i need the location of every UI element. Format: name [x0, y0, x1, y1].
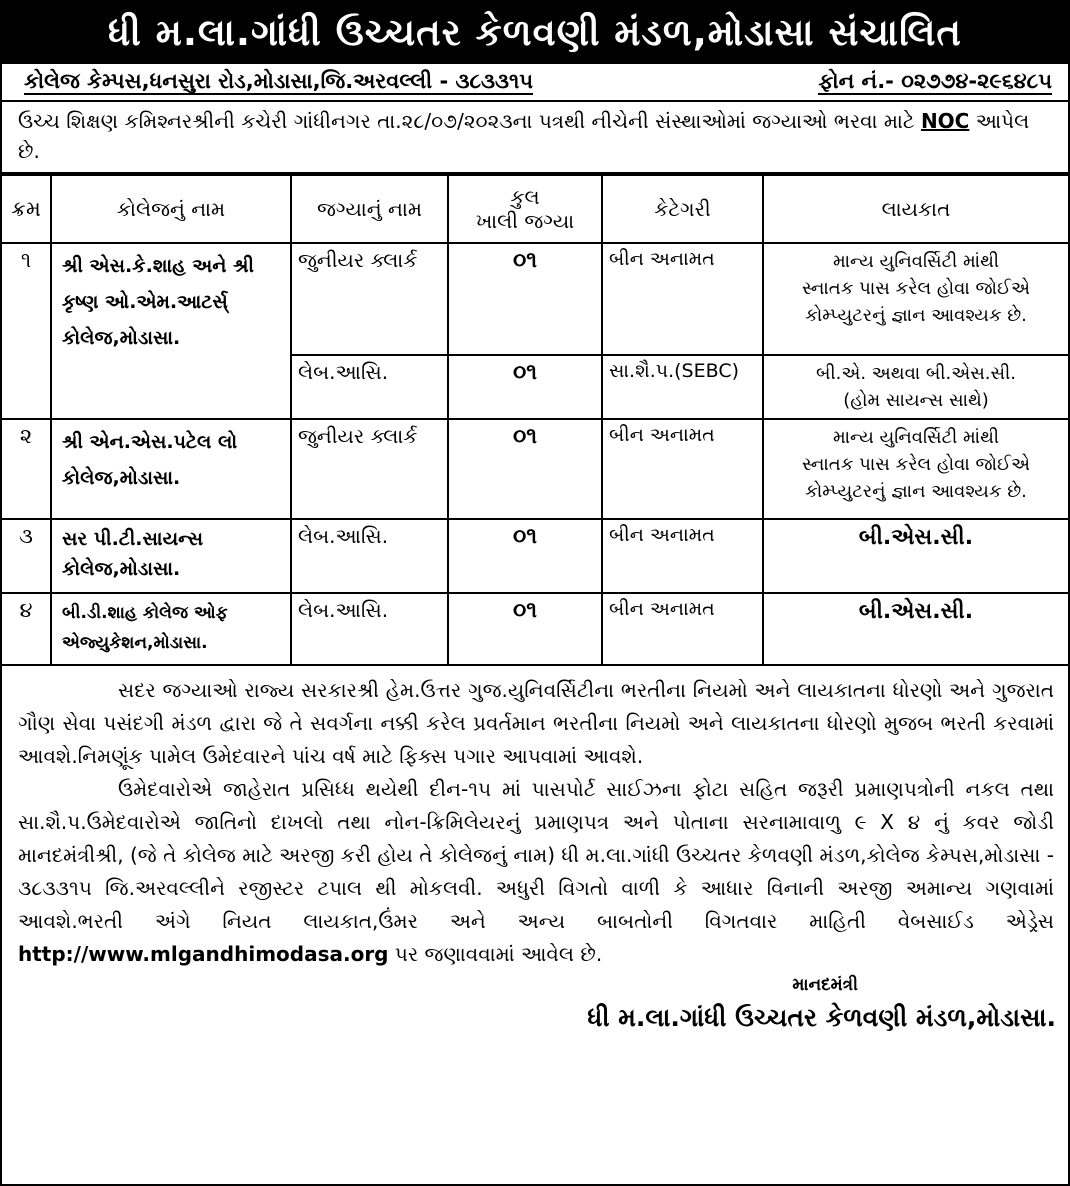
header-vacancy [448, 175, 602, 243]
post-name: લેબ.આસિ. [291, 593, 448, 665]
row-no: ૩ [2, 519, 51, 593]
qualification: બી.એસ.સી. [763, 519, 1068, 593]
college-name: બી.ડી.શાહ કોલેજ ઓફ એજ્યુકેશન,મોડાસા. [51, 593, 291, 665]
website-link[interactable]: http://www.mlgandhimodasa.org [18, 942, 389, 966]
table-row [2, 593, 1068, 665]
qualification: બી.એસ.સી. [763, 593, 1068, 665]
category: બીન અનામત [602, 519, 763, 593]
noc-label: NOC [920, 109, 970, 133]
table-row [2, 243, 1068, 355]
intro-text-end: આપેલ છે. [18, 109, 1030, 163]
org-title-banner: ધી મ.લા.ગાંધી ઉચ્ચતર કેળવણી મંડળ,મોડાસા સંચાલિત [2, 2, 1068, 64]
table-row [2, 519, 1068, 593]
header-college: કોલેજનું નામ [51, 175, 291, 243]
signatory-designation: માનદમંત્રી [792, 975, 858, 995]
category: બીન અનામત [602, 593, 763, 665]
post-name: જુનીયર ક્લાર્ક [291, 419, 448, 519]
header-vacancy-line1: કુલ [510, 185, 540, 209]
notice-body [2, 666, 1068, 971]
intro-text: ઉચ્ચ શિક્ષણ કમિશ્નરશ્રીની કચેરી ગાંધીનગર તા.૨૮/૦૭/૨૦૨૩ના પત્રથી નીચેની સંસ્થાઓમાં જગ્યાઓ ભરવા માટે [18, 109, 915, 133]
qualification-line: કોમ્પ્યુટરનું જ્ઞાન આવશ્યક છે. [805, 305, 1027, 326]
vacancy-count: ૦૧ [448, 419, 602, 519]
qualification-line: સ્નાતક પાસ કરેલ હોવા જોઈએ [802, 278, 1030, 299]
post-name: લેબ.આસિ. [291, 519, 448, 593]
category: બીન અનામત [602, 419, 763, 519]
vacancy-count: ૦૧ [448, 593, 602, 665]
header-category: કેટેગરી [602, 175, 763, 243]
qualification-line: માન્ય યુનિવર્સિટી માંથી [832, 427, 1000, 448]
qualification-line: માન્ય યુનિવર્સિટી માંથી [832, 251, 1000, 272]
paragraph-recruitment-rules: સદર જગ્યાઓ રાજ્ય સરકારશ્રી હેમ.ઉત્તર ગુજ.યુનિવર્સિટીના ભરતીના નિયમો અને લાયકાતના ધોરણો અને ગુજરાત ગૌણ સેવા પસંદગી મંડળ દ્વારા જે તે સવર્ગના નક્કી કરેલ પ્રવર્તમાન ભરતીના નિયમો અને લાયકાતના ધોરણો મુજબ ભરતી કરવામાં આવશે.નિમણૂંક પામેલ ઉમેદવારને પાંચ વર્ષ માટે ફિક્સ પગાર આપવામાં આવશે. [18, 678, 1054, 768]
post-name: લેબ.આસિ. [291, 355, 448, 419]
application-text-end: પર જણાવવામાં આવેલ છે. [394, 942, 603, 966]
application-text: ઉમેદવારોએ જાહેરાત પ્રસિધ્ધ થયેથી દીન-૧૫ માં પાસપોર્ટ સાઈઝના ફોટા સહિત જરૂરી પ્રમાણપત્રોની નકલ તથા સા.શૈ.પ.ઉમેદવારોએ જાતિનો દાખલો તથા નોન-ક્રિમિલેયરનું પ્રમાણપત્ર અને પોતાના સરનામાવાળુ ૯ X ૪ નું કવર જોડી માનદમંત્રીશ્રી, (જે તે કોલેજ માટે અરજી કરી હોય તે કોલેજનું નામ) ધી મ.લા.ગાંધી ઉચ્ચતર કેળવણી મંડળ,કોલેજ કેમ્પસ,મોડાસા - ૩૮૩૩૧૫ જિ.અરવલ્લીને રજીસ્ટર ટપાલ થી મોકલવી. અધુરી વિગતો વાળી કે આધાર વિનાની અરજી અમાન્ય ગણવામાં આવશે.ભરતી અંગે નિયત લાયકાત,ઉંમર અને અન્ય બાબતોની વિગતવાર માહિતી વેબસાઈડ એડ્રેસ [18, 777, 1054, 933]
qualification-line: સ્નાતક પાસ કરેલ હોવા જોઈએ [802, 454, 1030, 475]
intro-notice [2, 102, 1068, 174]
signatory-organization: ધી મ.લા.ગાંધી ઉચ્ચતર કેળવણી મંડળ,મોડાસા. [587, 1003, 1056, 1032]
table-row [2, 419, 1068, 519]
qualification-line: કોમ્પ્યુટરનું જ્ઞાન આવશ્યક છે. [805, 481, 1027, 502]
qualification [763, 355, 1068, 419]
address-text: કોલેજ કેમ્પસ,ધનસુરા રોડ,મોડાસા,જિ.અરવલ્લી - ૩૮૩૩૧૫ [24, 69, 534, 93]
post-name: જુનીયર ક્લાર્ક [291, 243, 448, 355]
qualification [763, 243, 1068, 355]
header-vacancy-line2: ખાલી જગ્યા [475, 209, 575, 233]
vacancy-count: ૦૧ [448, 519, 602, 593]
qualification-line: બી.એ. અથવા બી.એસ.સી. [816, 363, 1016, 384]
row-no: ૨ [2, 419, 51, 519]
college-name: શ્રી એન.એસ.પટેલ લો કોલેજ,મોડાસા. [51, 419, 291, 519]
vacancy-count: ૦૧ [448, 355, 602, 419]
category: બીન અનામત [602, 243, 763, 355]
header-qualification: લાયકાત [763, 175, 1068, 243]
college-name: સર પી.ટી.સાયન્સ કોલેજ,મોડાસા. [51, 519, 291, 593]
paragraph-application-instructions [18, 773, 1054, 971]
qualification [763, 419, 1068, 519]
header-post: જગ્યાનું નામ [291, 175, 448, 243]
row-no: ૪ [2, 593, 51, 665]
table-header-row [2, 175, 1068, 243]
vacancy-count: ૦૧ [448, 243, 602, 355]
college-name: શ્રી એસ.કે.શાહ અને શ્રી કૃષ્ણ ઓ.એમ.આટર્સ્ કોલેજ,મોડાસા. [51, 243, 291, 419]
qualification-line: (હોમ સાયન્સ સાથે) [843, 390, 989, 411]
phone-text: ફોન નં.- ૦૨૭૭૪-૨૯૬૪૮૫ [818, 69, 1052, 93]
address-bar [2, 64, 1068, 102]
vacancy-table [2, 174, 1068, 666]
category: સા.શૈ.પ.(SEBC) [602, 355, 763, 419]
header-no: ક્રમ [2, 175, 51, 243]
row-no: ૧ [2, 243, 51, 419]
